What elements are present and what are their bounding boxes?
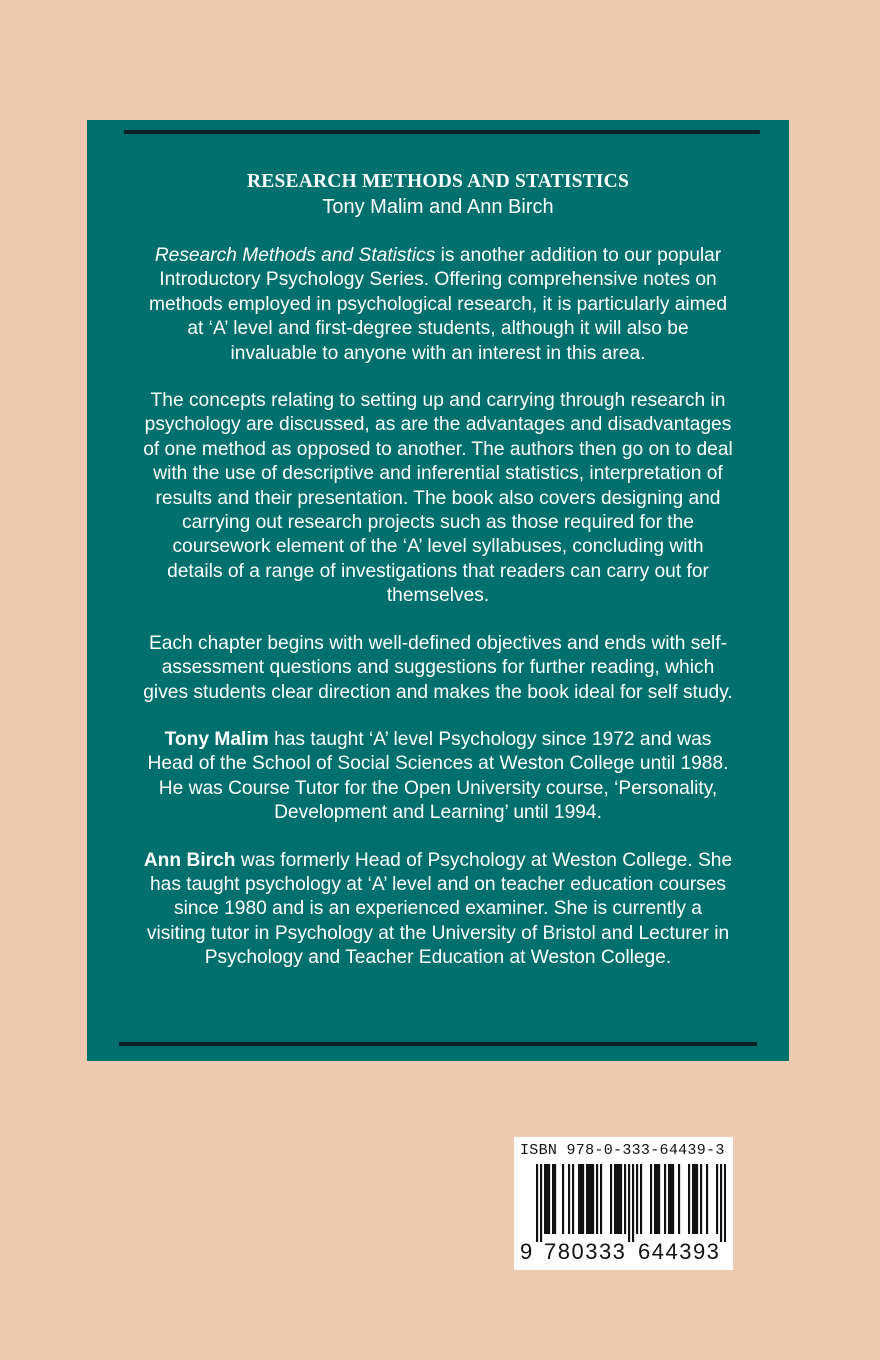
barcode-bar (650, 1164, 652, 1234)
barcode-bar (540, 1164, 542, 1242)
barcode-bar (670, 1164, 672, 1234)
barcode-bars (536, 1164, 726, 1242)
barcode-bar (552, 1164, 554, 1234)
barcode-bar (580, 1164, 582, 1234)
barcode-bar (568, 1164, 570, 1234)
barcode-lead-digit: 9 (520, 1239, 534, 1264)
barcode-bar (572, 1164, 574, 1234)
book-authors: Tony Malim and Ann Birch (322, 196, 554, 218)
barcode-bar (588, 1164, 590, 1234)
barcode-bar (562, 1164, 564, 1234)
barcode-bar (706, 1164, 708, 1234)
series-title-italic: Research Methods and Statistics (154, 245, 436, 266)
blurb-content (143, 170, 733, 994)
barcode-bar (536, 1164, 538, 1242)
author-bio-malim-text: has taught ‘A’ level Psychology since 1972 and was Head of the School of Social Sciences at Weston College until 1988. He was Course Tutor for the Open University course, ‘Personality, Development and Learning’ until 1994. (147, 728, 729, 824)
barcode-bar (640, 1164, 642, 1234)
barcode-bar (678, 1164, 680, 1234)
barcode-bar (696, 1164, 698, 1234)
barcode-bar (592, 1164, 594, 1234)
barcode-bar (544, 1164, 546, 1234)
barcode-bar (720, 1164, 722, 1242)
isbn-label: ISBN 978-0-333-64439-3 (520, 1142, 725, 1159)
barcode-bar (614, 1164, 616, 1234)
barcode-bar (636, 1164, 638, 1234)
author-name-birch: Ann Birch (143, 849, 236, 871)
concepts-paragraph: The concepts relating to setting up and carrying through research in psychology are discussed, as are the advantages and disadvantages of one method as opposed to another. The authors then go on to deal with the use of descriptive and inferential statistics, interpretation of results and their presentation. The book also covers designing and carrying out research projects such as those required for the coursework element of the ‘A’ level syllabuses, concluding with details of a range of investigations that readers can carry out for themselves. (143, 390, 733, 607)
isbn-barcode (514, 1137, 733, 1270)
barcode-bar (546, 1164, 548, 1234)
barcode-right-digits: 644393 (638, 1239, 721, 1264)
back-cover-panel (87, 120, 789, 1061)
barcode-bar (586, 1164, 588, 1234)
barcode-bar (548, 1164, 550, 1234)
barcode-bar (688, 1164, 690, 1234)
bottom-rule (119, 1042, 757, 1046)
barcode-bar (628, 1164, 630, 1242)
barcode-bar (618, 1164, 620, 1234)
barcode-bar (658, 1164, 660, 1234)
barcode-bar (600, 1164, 602, 1234)
author-name-malim: Tony Malim (164, 728, 269, 750)
book-title: RESEARCH METHODS AND STATISTICS (246, 171, 630, 192)
barcode-bar (672, 1164, 674, 1234)
barcode-bar (610, 1164, 612, 1234)
barcode-bar (590, 1164, 592, 1234)
barcode-bar (692, 1164, 694, 1234)
barcode-bar (700, 1164, 702, 1234)
barcode-bar (554, 1164, 556, 1234)
intro-text: is another addition to our popular Introductory Psychology Series. Offering comprehensive notes on methods employed in psychological research, it is particularly aimed at ‘A’ level and first-degree students, although it will also be invaluable to anyone with an interest in this area. (148, 245, 728, 364)
author-bio-malim (143, 728, 733, 826)
barcode-bar (654, 1164, 656, 1234)
barcode-bar (616, 1164, 618, 1234)
barcode-bar (724, 1164, 726, 1242)
barcode-bar (668, 1164, 670, 1234)
barcode-bar (656, 1164, 658, 1234)
barcode-left-digits: 780333 (544, 1239, 627, 1264)
barcode-bar (582, 1164, 584, 1234)
barcode-bar (632, 1164, 634, 1242)
top-rule (124, 130, 760, 134)
author-bio-birch-text: was formerly Head of Psychology at Weston College. She has taught psychology at ‘A’ level and on teacher education courses since 1980 and is an experienced examiner. She is currently a visiting tutor in Psychology at the University of Bristol and Lecturer in Psychology and Teacher Education at Weston College. (146, 849, 733, 969)
barcode-bar (596, 1164, 598, 1234)
barcode-bar (578, 1164, 580, 1234)
chapters-paragraph: Each chapter begins with well-defined objectives and ends with self-assessment questions and suggestions for further reading, which gives students clear direction and makes the book ideal for self study. (143, 632, 733, 703)
intro-paragraph (143, 244, 733, 366)
barcode-bar (694, 1164, 696, 1234)
barcode-bar (664, 1164, 666, 1234)
barcode-bar (716, 1164, 718, 1234)
barcode-bar (620, 1164, 622, 1234)
author-bio-birch (143, 849, 733, 971)
barcode-bar (624, 1164, 626, 1234)
